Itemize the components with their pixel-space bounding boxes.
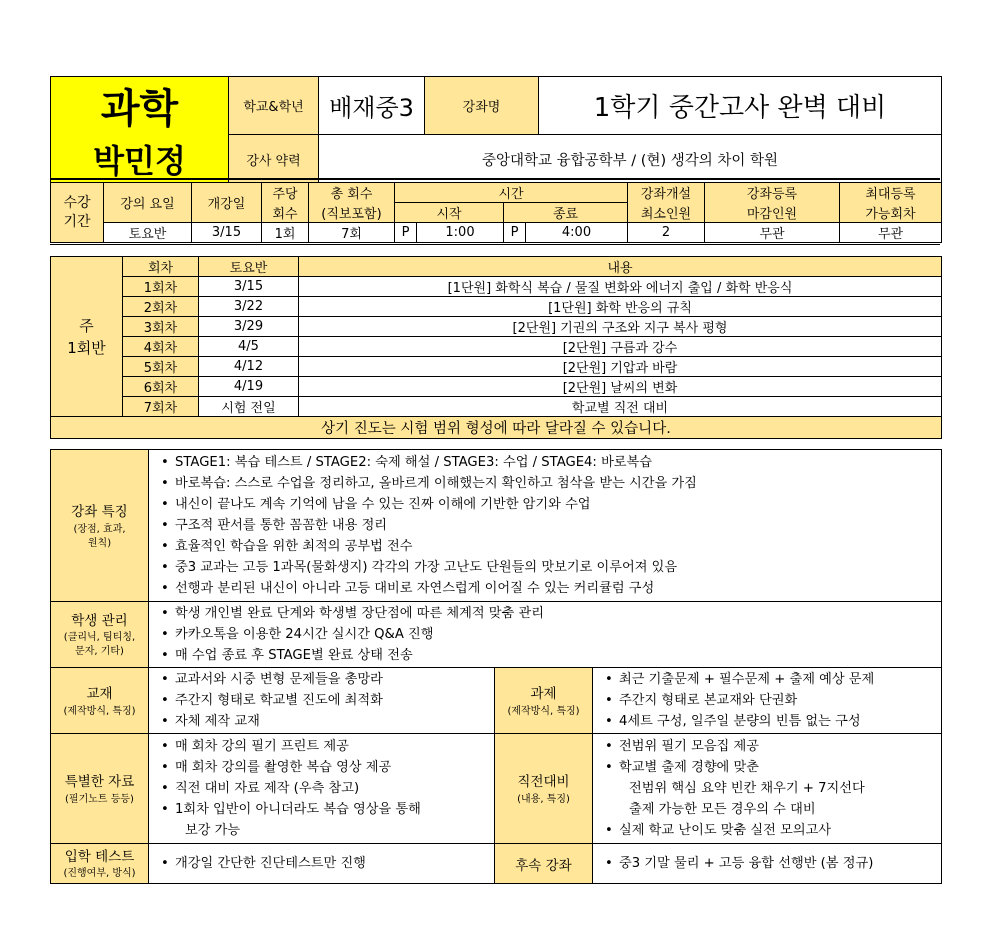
- list-item: • 직전 대비 자료 제작 (우측 참고): [161, 778, 494, 799]
- divider: [50, 244, 940, 245]
- features-label: 강좌 특징: [71, 503, 128, 520]
- val-max: 무관: [840, 223, 942, 243]
- final-prep-label-cell: [495, 734, 593, 844]
- col-time: 시간: [395, 183, 628, 203]
- management-label: 학생 관리: [71, 613, 128, 629]
- final-prep-label: 직전대비: [517, 773, 570, 790]
- col-max-1: 최대등록: [840, 183, 942, 203]
- management-sub-2: 문자, 기타): [75, 646, 124, 657]
- textbook-label: 교재: [86, 685, 113, 702]
- subject-title: 과학: [51, 77, 229, 135]
- features-list: [149, 452, 941, 599]
- features-sub-1: (장점, 효과,: [73, 523, 126, 535]
- col-total-1: 총 회수: [309, 183, 395, 203]
- content-cell: [2단원] 기권의 구조와 지구 복사 평형: [299, 317, 942, 337]
- table-row: [51, 337, 942, 357]
- content-cell: [2단원] 구름과 강수: [299, 337, 942, 357]
- homework-list: [593, 669, 941, 732]
- homework-content: [593, 668, 942, 734]
- followup-label: 후속 강좌: [515, 857, 572, 874]
- features-content: [149, 450, 942, 602]
- final-prep-content: [593, 734, 942, 844]
- col-weekly-2: 회수: [262, 203, 309, 223]
- table-row: [51, 357, 942, 377]
- session-cell: 6회차: [123, 377, 199, 397]
- date-cell: 3/22: [199, 297, 299, 317]
- textbook-content: [149, 668, 495, 734]
- col-weekly-1: 주당: [262, 183, 309, 203]
- textbook-sub: (제작방식, 특징): [63, 705, 136, 717]
- table-row: [51, 297, 942, 317]
- date-cell: 3/29: [199, 317, 299, 337]
- final-prep-sub: (내용, 특징): [517, 793, 570, 805]
- list-item: • 매 수업 종료 후 STAGE별 완료 상태 전송: [161, 645, 941, 666]
- content-cell: 학교별 직전 대비: [299, 397, 942, 417]
- special-sub: (필기노트 등등): [65, 793, 134, 805]
- date-cell: 시험 전일: [199, 397, 299, 417]
- session-cell: 5회차: [123, 357, 199, 377]
- session-cell: 4회차: [123, 337, 199, 357]
- list-item: • 바로복습: 스스로 수업을 정리하고, 올바르게 이해했는지 확인하고 첨삭을 받는 시간을 가짐: [161, 473, 941, 494]
- course-name-value: 1학기 중간고사 완벽 대비: [539, 77, 942, 135]
- list-item: • 주간지 형태로 본교재와 단권화: [605, 690, 941, 711]
- special-label: 특별한 자료: [64, 773, 135, 790]
- textbook-label-cell: [51, 668, 149, 734]
- table-row: [51, 317, 942, 337]
- list-item: • 4세트 구성, 일주일 분량의 빈틈 없는 구성: [605, 711, 941, 732]
- list-item: 보강 가능: [185, 823, 241, 838]
- list-item: • 전범위 필기 모음집 제공: [605, 736, 941, 757]
- session-cell: 2회차: [123, 297, 199, 317]
- curriculum-note: 상기 진도는 시험 범위 형성에 따라 달라질 수 있습니다.: [51, 417, 942, 439]
- session-cell: 3회차: [123, 317, 199, 337]
- list-item: • 자체 제작 교재: [161, 711, 494, 732]
- list-item: • 선행과 분리된 내신이 아니라 고등 대비로 자연스럽게 이어질 수 있는 커리큘럼 구성: [161, 578, 941, 599]
- table-row: [51, 377, 942, 397]
- list-item: • 구조적 판서를 통한 꼼꼼한 내용 정리: [161, 515, 941, 536]
- followup-list: [593, 853, 941, 874]
- col-content: 내용: [299, 257, 942, 277]
- special-list: [149, 736, 494, 841]
- curriculum-table: [50, 256, 942, 439]
- val-min: 2: [628, 223, 705, 243]
- table-row: [51, 397, 942, 417]
- col-time-end: 종료: [504, 203, 628, 223]
- list-item: • 카카오톡을 이용한 24시간 실시간 Q&A 진행: [161, 624, 941, 645]
- management-content: [149, 602, 942, 668]
- school-grade-value: 배재중3: [319, 77, 425, 135]
- col-min-1: 강좌개설: [628, 183, 705, 203]
- entrance-label: 입학 테스트: [64, 849, 135, 865]
- content-cell: [2단원] 기압과 바람: [299, 357, 942, 377]
- homework-sub: (제작방식, 특징): [507, 705, 580, 717]
- content-cell: [1단원] 화학 반응의 규칙: [299, 297, 942, 317]
- list-item: • 학생 개인별 완료 단계와 학생별 장단점에 따른 체계적 맞춤 관리: [161, 603, 941, 624]
- val-end-time: 4:00: [526, 223, 628, 243]
- career-value: 중앙대학교 융합공학부 / (현) 생각의 차이 학원: [319, 134, 942, 184]
- val-end-ampm: P: [504, 223, 526, 243]
- col-deadline-2: 마감인원: [705, 203, 840, 223]
- entrance-sub: (진행여부, 방식): [63, 868, 136, 879]
- date-cell: 4/12: [199, 357, 299, 377]
- content-cell: [1단원] 화학식 복습 / 물질 변화와 에너지 출입 / 화학 반응식: [299, 277, 942, 297]
- homework-label: 과제: [530, 685, 557, 702]
- special-content: [149, 734, 495, 844]
- list-item: • 최근 기출문제 + 필수문제 + 출제 예상 문제: [605, 669, 941, 690]
- followup-content: [593, 844, 942, 884]
- final-prep-list: [593, 736, 941, 841]
- list-item: • 내신이 끝나도 계속 기억에 남을 수 있는 진짜 이해에 기반한 암기와 수업: [161, 494, 941, 515]
- list-item: • 개강일 간단한 진단테스트만 진행: [161, 853, 494, 874]
- school-grade-label: 학교&학년: [229, 77, 319, 135]
- col-day: 강의 요일: [104, 183, 192, 223]
- col-total-2: (직보포함): [309, 203, 395, 223]
- val-start-date: 3/15: [192, 223, 262, 243]
- side-label-2: 1회반: [67, 338, 106, 357]
- management-sub-1: (클리닉, 팀티칭,: [63, 632, 136, 643]
- homework-label-cell: [495, 668, 593, 734]
- entrance-list: [149, 853, 494, 874]
- list-item: 전범위 핵심 요약 빈칸 채우기 + 7지선다: [629, 781, 865, 796]
- col-session: 회차: [123, 257, 199, 277]
- curriculum-side-label: [51, 257, 123, 417]
- date-cell: 4/19: [199, 377, 299, 397]
- list-item: • 학교별 출제 경향에 맞춘: [605, 757, 941, 778]
- management-label-cell: [51, 602, 149, 668]
- session-cell: 1회차: [123, 277, 199, 297]
- list-item: • 매 회차 강의를 촬영한 복습 영상 제공: [161, 757, 494, 778]
- col-time-start: 시작: [395, 203, 504, 223]
- list-item: • 효율적인 학습을 위한 최적의 공부법 전수: [161, 536, 941, 557]
- val-day: 토요반: [104, 223, 192, 243]
- list-item: • STAGE1: 복습 테스트 / STAGE2: 숙제 해설 / STAGE3: 수업 / STAGE4: 바로복습: [161, 452, 941, 473]
- list-item: • 중3 기말 물리 + 고등 융합 선행반 (봄 정규): [605, 853, 941, 874]
- val-start-ampm: P: [395, 223, 417, 243]
- table-row: [51, 277, 942, 297]
- special-label-cell: [51, 734, 149, 844]
- list-item: • 실제 학교 난이도 맞춤 실전 모의고사: [605, 820, 941, 841]
- col-max-2: 가능회차: [840, 203, 942, 223]
- val-deadline: 무관: [705, 223, 840, 243]
- date-cell: 4/5: [199, 337, 299, 357]
- list-item: • 교과서와 시중 변형 문제들을 총망라: [161, 669, 494, 690]
- textbook-list: [149, 669, 494, 732]
- schedule-table: [50, 182, 942, 243]
- entrance-content: [149, 844, 495, 884]
- followup-label-cell: [495, 844, 593, 884]
- teacher-name: 박민정: [51, 134, 229, 184]
- date-cell: 3/15: [199, 277, 299, 297]
- period-label: 수강 기간: [51, 183, 104, 243]
- val-total: 7회: [309, 223, 395, 243]
- val-start-time: 1:00: [417, 223, 504, 243]
- col-deadline-1: 강좌등록: [705, 183, 840, 203]
- header-table: [50, 76, 942, 185]
- list-item: • 매 회차 강의 필기 프린트 제공: [161, 736, 494, 757]
- content-cell: [2단원] 날씨의 변화: [299, 377, 942, 397]
- entrance-label-cell: [51, 844, 149, 884]
- list-item: 출제 가능한 모든 경우의 수 대비: [629, 802, 816, 817]
- details-table: [50, 449, 942, 884]
- list-item: • 중3 교과는 고등 1과목(물화생지) 각각의 가장 고난도 단원들의 맛보기로 이루어져 있음: [161, 557, 941, 578]
- divider: [50, 178, 940, 180]
- career-label: 강사 약력: [229, 134, 319, 184]
- features-sub-2: 원칙): [87, 537, 112, 549]
- list-item: • 주간지 형태로 학교별 진도에 최적화: [161, 690, 494, 711]
- col-start-date: 개강일: [192, 183, 262, 223]
- session-cell: 7회차: [123, 397, 199, 417]
- features-label-cell: [51, 450, 149, 602]
- val-weekly: 1회: [262, 223, 309, 243]
- list-item: • 1회차 입반이 아니더라도 복습 영상을 통해: [161, 799, 494, 820]
- side-label-1: 주: [79, 316, 94, 335]
- col-date: 토요반: [199, 257, 299, 277]
- course-name-label: 강좌명: [425, 77, 539, 135]
- management-list: [149, 603, 941, 666]
- col-min-2: 최소인원: [628, 203, 705, 223]
